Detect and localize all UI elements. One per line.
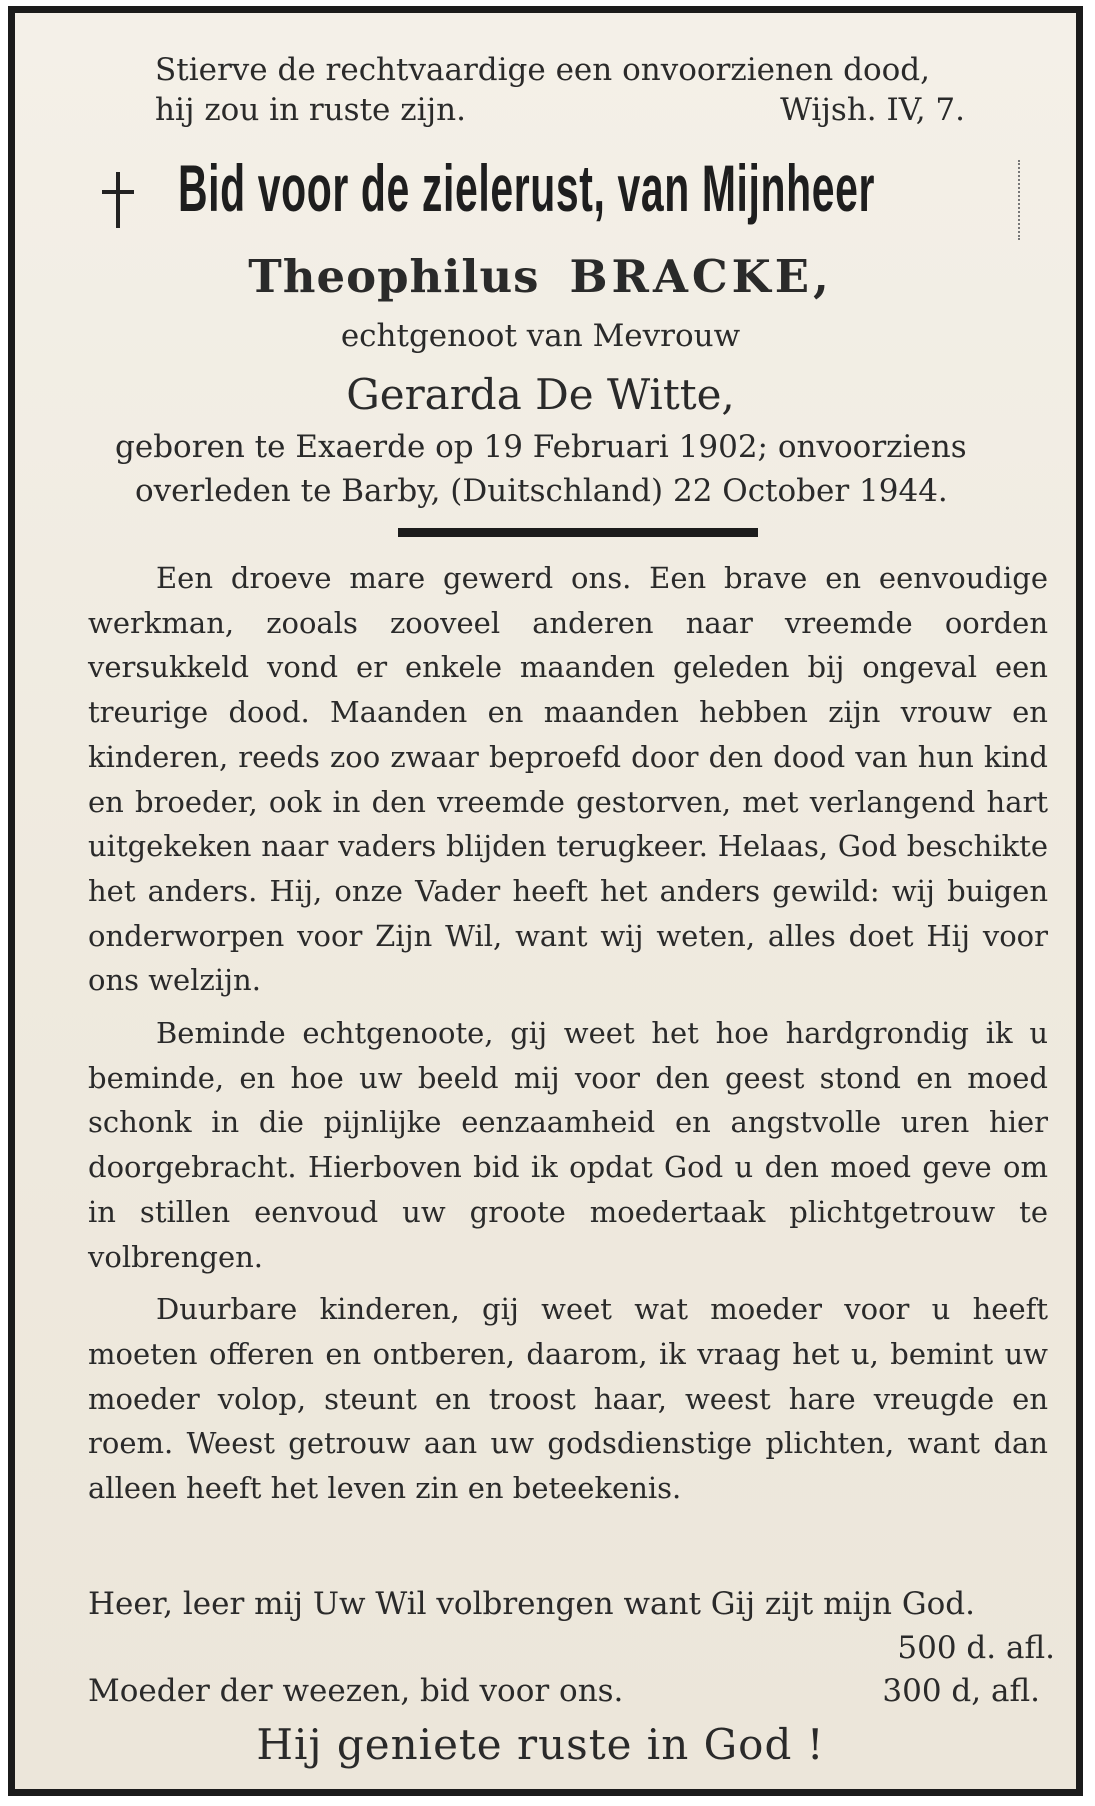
deceased-surname: BRACKE,: [569, 250, 833, 303]
prayer-heading: Bid voor de zielerust, van Mijnheer: [178, 151, 876, 225]
prayer-line-1: Heer, leer mij Uw Wil volbrengen want Gij zijt mijn God.: [88, 1586, 975, 1622]
corner-mark: [1008, 160, 1020, 240]
epigraph-reference: Wijsh. IV, 7.: [780, 92, 965, 128]
body-paragraph-2: Beminde echtgenoote, gij weet het hoe hardgrondig ik u beminde, en hoe uw beeld mij voor den geest stond en moed schonk in die pijnlijke eenzaamheid en angstvolle uren hier doorgebracht. Hierboven bid ik opdat God u den moed geve om in stillen eenvoud uw groote moedertaak plichtgetrouw te volbrengen.: [88, 1016, 1048, 1274]
epigraph: [155, 50, 1005, 130]
indulgence-300: 300 d, afl.: [882, 1673, 1040, 1709]
life-dates: [115, 425, 1035, 513]
prayer-line-2: [88, 1673, 1048, 1709]
death-line: overleden te Barby, (Duitschland) 22 October 1944.: [135, 473, 948, 509]
epigraph-line-2-text: hij zou in ruste zijn.: [155, 92, 466, 128]
birth-line: geboren te Exaerde op 19 Februari 1902; onvoorziens: [115, 429, 967, 465]
cross-icon: [98, 172, 138, 228]
epigraph-line-2: [155, 90, 1005, 130]
closing-line: Hij geniete ruste in God !: [256, 1720, 825, 1769]
body-text: [88, 556, 1048, 1519]
epigraph-line-1: Stierve de rechtvaardige een onvoorzienen dood,: [155, 52, 930, 88]
deceased-first-name: Theophilus: [248, 250, 540, 303]
spouse-intro: echtgenoot van Mevrouw: [340, 318, 741, 354]
body-paragraph-1: Een droeve mare gewerd ons. Een brave en eenvoudige werkman, zooals zooveel anderen naar vreemde oorden versukkeld vond er enkele maanden geleden bij ongeval een treurige dood. Maanden en maanden hebben zijn vrouw en kinderen, reeds zoo zwaar beproefd door den dood van hun kind en broeder, ook in den vreemde gestorven, met verlangend hart uitgekeken naar vaders blijden terugkeer. Helaas, God beschikte het anders. Hij, onze Vader heeft het anders gewild: wij buigen onderworpen voor Zijn Wil, want wij weten, alles doet Hij voor ons welzijn.: [88, 561, 1048, 998]
body-paragraph-3: Duurbare kinderen, gij weet wat moeder voor u heeft moeten offeren en ontberen, daarom, ik vraag het u, bemint uw moeder volop, steunt en troost haar, weest hare vreugde en roem. Weest getrouw aan uw godsdienstige plichten, want dan alleen heeft het leven zin en beteekenis.: [88, 1292, 1048, 1506]
spouse-name: Gerarda De Witte,: [346, 370, 735, 419]
divider-rule: [398, 528, 758, 537]
prayer-line-2-text: Moeder der weezen, bid voor ons.: [88, 1673, 624, 1709]
deceased-name: [0, 250, 1081, 303]
indulgence-500: 500 d. afl.: [897, 1630, 1055, 1666]
